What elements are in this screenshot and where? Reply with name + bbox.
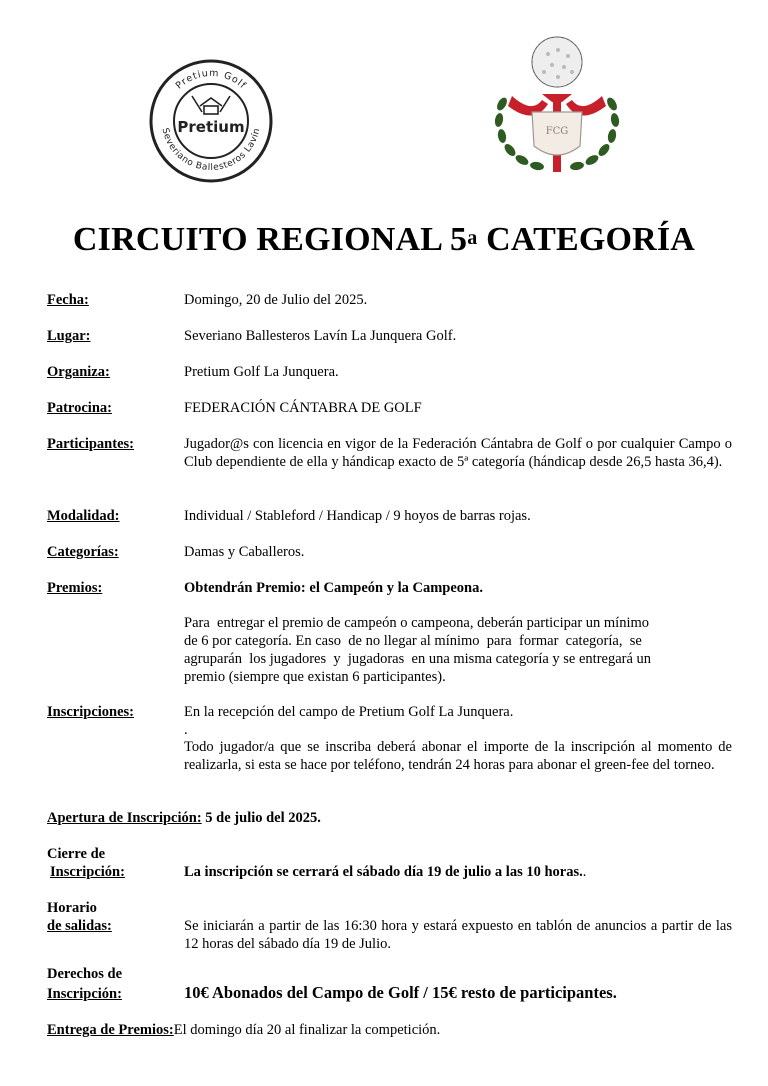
- cierre-label-line2: Inscripción:: [50, 864, 125, 880]
- page-title: CIRCUITO REGIONAL 5$^a$ CATEGORÍA: [72, 221, 696, 258]
- apertura-label: Apertura de Inscripción:: [47, 810, 202, 826]
- horario-label-line2: de salidas:: [47, 918, 112, 934]
- inscripciones-value: En la recepción del campo de Pretium Golf La Junquera.: [184, 704, 514, 720]
- premios-line-4: premio (siempre que existan 6 participantes).: [184, 669, 446, 685]
- premios-line-3: agruparán los jugadores y jugadoras en una misma categoría y se entregará un: [184, 651, 652, 667]
- categorias-value: Damas y Caballeros.: [184, 544, 305, 560]
- derechos-value: 10€ Abonados del Campo de Golf / 15€ resto de participantes.: [184, 983, 617, 1002]
- cierre-value: La inscripción se cerrará el sábado día 19 de julio a las 10 horas.: [184, 864, 583, 880]
- organiza-value: Pretium Golf La Junquera.: [184, 364, 339, 380]
- cierre-label-line1: Cierre de: [47, 846, 106, 862]
- entrega-row: [47, 1021, 440, 1039]
- premios-label: Premios:: [47, 580, 103, 596]
- horario-label-line1: Horario: [47, 900, 97, 916]
- inscripciones-dot: .: [184, 722, 188, 738]
- patrocina-label: Patrocina:: [47, 400, 112, 416]
- derechos-label-line1: Derechos de: [47, 966, 123, 982]
- svg-text:Pretium Golf: Pretium Golf: [173, 67, 249, 92]
- fecha-label: Fecha:: [47, 292, 89, 308]
- participantes-value: Jugador@s con licencia en vigor de la Federación Cántabra de Golf o por cualquier Campo o Club dependiente de ella y hándicap exacto de 5ª categoría (hándicap desde 26,5 hasta 36,4).: [184, 436, 732, 470]
- premios-headline: Obtendrán Premio: el Campeón y la Campeona.: [184, 580, 483, 596]
- categorias-label: Categorías:: [47, 544, 119, 560]
- modalidad-label: Modalidad:: [47, 508, 120, 524]
- horario-value: Se iniciarán a partir de las 16:30 hora y estará expuesto en tablón de anuncios a partir de las 12 horas del sábado día 19 de Julio.: [184, 918, 732, 952]
- cierre-trail: .: [582, 864, 587, 880]
- premios-line-2: de 6 por categoría. En caso de no llegar al mínimo para formar categoría, se: [184, 633, 642, 649]
- derechos-label-line2: Inscripción:: [47, 986, 122, 1002]
- entrega-label: Entrega de Premios:: [47, 1022, 174, 1038]
- lugar-label: Lugar:: [47, 328, 91, 344]
- inscripciones-label: Inscripciones:: [47, 704, 134, 720]
- lugar-value: Severiano Ballesteros Lavín La Junquera Golf.: [184, 328, 457, 344]
- fcg-logo-graphic: [482, 34, 632, 184]
- svg-text:Severiano Ballesteros Lavín: Severiano Ballesteros Lavín: [159, 127, 263, 174]
- pretium-logo-graphic: [148, 58, 274, 184]
- pretium-logo: [148, 58, 274, 184]
- apertura-value: 5 de julio del 2025.: [205, 810, 321, 826]
- premios-line-1: Para entregar el premio de campeón o campeona, deberán participar un mínimo: [184, 615, 650, 631]
- modalidad-value: Individual / Stableford / Handicap / 9 hoyos de barras rojas.: [184, 508, 531, 524]
- patrocina-value: FEDERACIÓN CÁNTABRA DE GOLF: [184, 400, 422, 416]
- cierre-row: [184, 863, 732, 881]
- inscripciones-note: Todo jugador/a que se inscriba deberá abonar el importe de la inscripción al momento de realizarla, si esta se hace por teléfono, tendrán 24 horas para abonar el green-fee del torneo.: [184, 739, 732, 773]
- fcg-logo-text: FCG: [545, 126, 569, 137]
- fcg-logo: [482, 34, 632, 184]
- entrega-value: El domingo día 20 al finalizar la competición.: [173, 1022, 441, 1038]
- pretium-logo-wordmark: Pretium: [177, 118, 245, 136]
- organiza-label: Organiza:: [47, 364, 110, 380]
- participantes-label: Participantes:: [47, 436, 134, 452]
- apertura-row: [47, 809, 321, 827]
- fecha-value: Domingo, 20 de Julio del 2025.: [184, 292, 368, 308]
